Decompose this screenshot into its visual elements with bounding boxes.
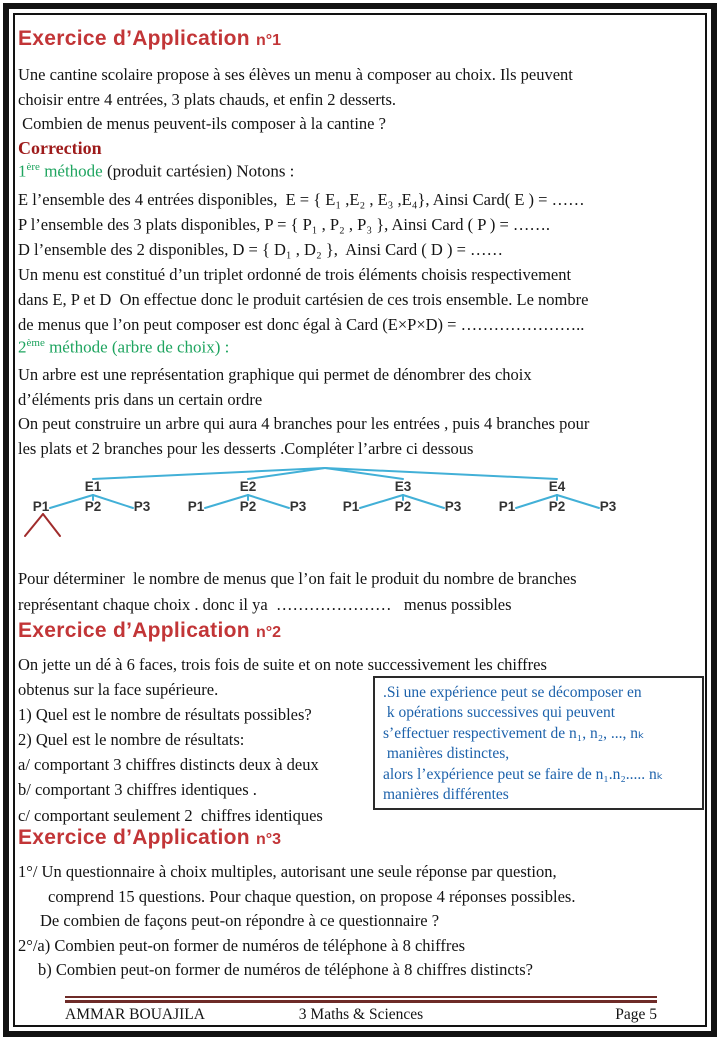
text-line: Une cantine scolaire propose à ses élèves un menu à composer au choix. Ils peuvent (18, 65, 573, 84)
tree-plat-label: P2 (239, 499, 257, 514)
method1-line (18, 161, 702, 182)
text-line: choisir entre 4 entrées, 3 plats chauds, et enfin 2 desserts. (18, 89, 397, 109)
text-line: Combien de menus peuvent-ils composer à la cantine ? (18, 114, 386, 134)
text-line: 2°/a) Combien peut-on former de numéros de téléphone à 8 chiffres (18, 935, 466, 955)
correction-heading: Correction (18, 138, 102, 158)
text-line: De combien de façons peut-on répondre à ce questionnaire ? (40, 911, 440, 931)
note-line: .Si une expérience peut se décomposer en (383, 684, 642, 701)
method2-label: méthode (arbre de choix) : (44, 337, 230, 357)
text-line: 1) Quel est le nombre de résultats possibles? (18, 705, 312, 725)
text-line: d’éléments pris dans un certain ordre (18, 389, 263, 409)
note-line: manières distinctes, (383, 745, 510, 763)
text-line: 2) Quel est le nombre de résultats: (18, 730, 245, 750)
footer-divider-rule (65, 996, 657, 1003)
tree-plat-label: P1 (32, 499, 50, 514)
tree-plat-label: P3 (289, 499, 307, 514)
tree-entree-label: E4 (548, 479, 566, 494)
method1-rest: (produit cartésien) Notons : (102, 161, 295, 181)
text-line: Un arbre est une représentation graphique qui permet de dénombrer des choix (18, 365, 532, 384)
exercise1-outro (18, 566, 702, 618)
note-line: s’effectuer respectivement de n₁, n₂, ..., nₖ (383, 724, 645, 742)
text-line: les plats et 2 branches pour les desserts .Compléter l’arbre ci dessous (18, 438, 474, 458)
method2-number: 2 (18, 337, 27, 357)
tree-branch (43, 514, 60, 536)
text-line: P l’ensemble des 3 plats disponibles, P = { P₁ , P₂ , P₃ }, Ainsi Card ( P ) = ……. (18, 215, 551, 235)
footer-author: AMMAR BOUAJILA (65, 1006, 205, 1023)
tree-branch (25, 514, 43, 536)
exercise1-intro (18, 63, 702, 137)
text-line: Pour déterminer le nombre de menus que l’on fait le produit du nombre de branches (18, 569, 577, 588)
tree-plat-label: P3 (444, 499, 462, 514)
tree-intro (18, 363, 702, 461)
exercise1-title (18, 27, 702, 51)
text-line: obtenus sur la face supérieure. (18, 680, 219, 700)
exercise3-body (18, 860, 702, 983)
choice-tree-svg (0, 450, 720, 550)
text-line: Un menu est constitué d’un triplet ordonné de trois éléments choisis respectivement (18, 265, 572, 285)
footer-class: 3 Maths & Sciences (298, 1006, 424, 1023)
exercise1-title-number: n°1 (255, 32, 282, 49)
footer-page-number: Page 5 (615, 1006, 657, 1023)
exercise2-title-number: n°2 (255, 624, 282, 641)
text-line: représentant chaque choix . donc il ya ………………… menus possibles (18, 595, 512, 614)
text-line: dans E, P et D On effectue donc le produit cartésien de ces trois ensemble. Le nombre (18, 290, 589, 310)
method1-label: méthode (39, 161, 103, 181)
text-line: b/ comportant 3 chiffres identiques . (18, 780, 257, 800)
tree-plat-label: P2 (548, 499, 566, 514)
text-line: D l’ensemble des 2 disponibles, D = { D₁ , D₂ }, Ainsi Card ( D ) = …… (18, 240, 503, 260)
tree-entree-label: E3 (394, 479, 412, 494)
exercise3-title-text: Exercice d’Application (18, 826, 250, 849)
tree-plat-label: P1 (187, 499, 205, 514)
tree-plat-label: P3 (133, 499, 151, 514)
page-footer (65, 996, 657, 1024)
choice-tree-diagram (0, 450, 720, 550)
exercise3-title-number: n°3 (255, 831, 282, 848)
note-line: k opérations successives qui peuvent (383, 704, 616, 722)
tree-entree-label: E2 (239, 479, 257, 494)
text-line: 1°/ Un questionnaire à choix multiples, autorisant une seule réponse par question, (18, 862, 557, 881)
text-line: a/ comportant 3 chiffres distincts deux à deux (18, 755, 319, 775)
tree-plat-label: P2 (394, 499, 412, 514)
text-line: b) Combien peut-on former de numéros de téléphone à 8 chiffres distincts? (38, 960, 534, 980)
text-line: c/ comportant seulement 2 chiffres identiques (18, 805, 323, 825)
multiplication-principle-note-box (373, 676, 704, 810)
exercise2-title (18, 619, 702, 643)
method1-ordinal-suffix: ère (26, 161, 40, 173)
tree-plat-label: P3 (599, 499, 617, 514)
text-line: comprend 15 questions. Pour chaque question, on propose 4 réponses possibles. (48, 886, 576, 906)
tree-entree-label: E1 (84, 479, 102, 494)
text-line: On peut construire un arbre qui aura 4 branches pour les entrées , puis 4 branches pour (18, 414, 590, 434)
text-line: E l’ensemble des 4 entrées disponibles, E = { E₁ ,E₂ , E₃ ,E₄}, Ainsi Card( E ) = …… (18, 190, 585, 209)
exercise3-title (18, 826, 702, 850)
text-line: On jette un dé à 6 faces, trois fois de suite et on note successivement les chiffres (18, 655, 547, 674)
exercise2-title-text: Exercice d’Application (18, 619, 250, 642)
method1-number: 1 (18, 161, 27, 181)
note-line: alors l’expérience peut se faire de n₁.n₂..... nₖ (383, 765, 664, 783)
text-line: de menus que l’on peut composer est donc égal à Card (E×P×D) = ………………….. (18, 315, 585, 335)
exercise1-title-text: Exercice d’Application (18, 27, 250, 50)
tree-plat-label: P2 (84, 499, 102, 514)
tree-plat-label: P1 (498, 499, 516, 514)
exercise1-body (18, 187, 702, 338)
note-line: manières différentes (383, 786, 509, 804)
method2-ordinal-suffix: ème (26, 337, 45, 349)
tree-plat-label: P1 (342, 499, 360, 514)
method2-line (18, 337, 702, 358)
